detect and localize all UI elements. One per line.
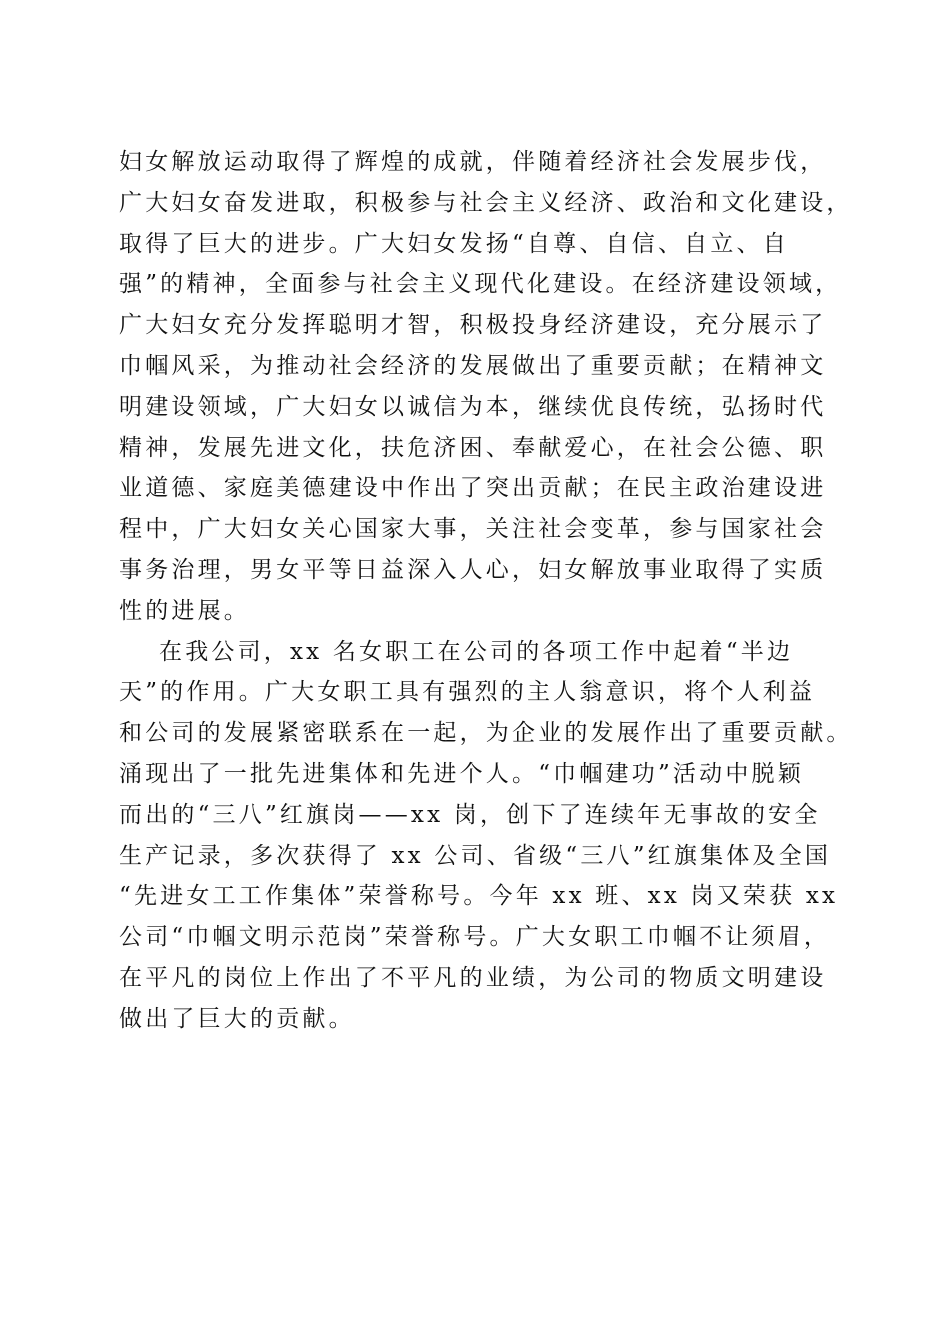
text-line: 强”的精神，全面参与社会主义现代化建设。在经济建设领域， — [119, 271, 842, 298]
text-line: 妇女解放运动取得了辉煌的成就，伴随着经济社会发展步伐， — [119, 149, 827, 175]
text-line: 而出的“三八”红旗岗——xx 岗，创下了连续年无事故的安全 — [119, 801, 821, 828]
text-line: 和公司的发展紧密联系在一起，为企业的发展作出了重要贡献。 — [119, 720, 853, 747]
text-line: 明建设领域，广大妇女以诚信为本，继续优良传统，弘扬时代 — [119, 393, 827, 420]
text-line: 巾帼风采，为推动社会经济的发展做出了重要贡献；在精神文 — [119, 352, 827, 379]
text-line: 涌现出了一批先进集体和先进个人。“巾帼建功”活动中脱颖 — [119, 760, 804, 787]
text-line: 精神，发展先进文化，扶危济困、奉献爱心，在社会公德、职 — [119, 434, 827, 461]
text-line: 生产记录，多次获得了 xx 公司、省级“三八”红旗集体及全国 — [119, 842, 832, 869]
text-line: 在平凡的岗位上作出了不平凡的业绩，为公司的物质文明建设 — [119, 964, 827, 991]
text-line: 程中，广大妇女关心国家大事，关注社会变革，参与国家社会 — [119, 516, 827, 543]
text-line: 广大妇女奋发进取，积极参与社会主义经济、政治和文化建设， — [119, 189, 853, 216]
text-line: 广大妇女充分发挥聪明才智，积极投身经济建设，充分展示了 — [119, 312, 827, 339]
text-line: 性的进展。 — [119, 597, 250, 624]
text-line: 天”的作用。广大女职工具有强烈的主人翁意识，将个人利益 — [119, 679, 816, 706]
paragraph-1 — [119, 142, 853, 632]
text-line: 事务治理，男女平等日益深入人心，妇女解放事业取得了实质 — [119, 556, 827, 583]
text-line: 公司“巾帼文明示范岗”荣誉称号。广大女职工巾帼不让须眉， — [119, 924, 831, 951]
paragraph-2 — [119, 632, 853, 1040]
text-line: 业道德、家庭美德建设中作出了突出贡献；在民主政治建设进 — [119, 475, 827, 502]
text-line: “先进女工工作集体”荣誉称号。今年 xx 班、xx 岗又荣获 xx — [119, 883, 839, 910]
document-body — [119, 142, 853, 1040]
text-line: 在我公司，xx 名女职工在公司的各项工作中起着“半边 — [159, 638, 794, 665]
text-line: 做出了巨大的贡献。 — [119, 1005, 355, 1032]
text-line: 取得了巨大的进步。广大妇女发扬“自尊、自信、自立、自 — [119, 230, 789, 257]
